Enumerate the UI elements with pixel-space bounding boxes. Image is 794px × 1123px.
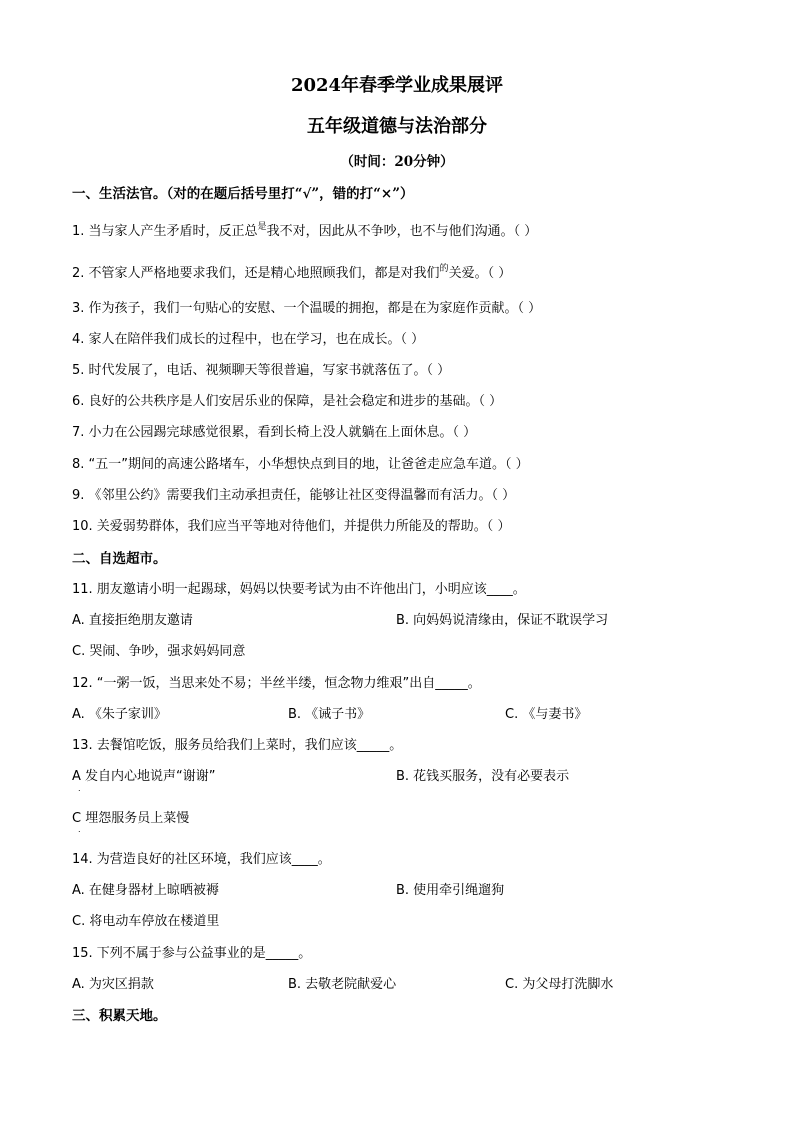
exam-subtitle: 五年级道德与法治部分 bbox=[307, 116, 487, 137]
question-12-option-c: C. 《与妻书》 bbox=[505, 707, 588, 722]
question-8: 8. “五一”期间的高速公路堵车，小华想快点到目的地，让爸爸走应急车道。（ ） bbox=[72, 457, 529, 472]
question-3: 3. 作为孩子，我们一句贴心的安慰、一个温暖的拥抱，都是在为家庭作贡献。（ ） bbox=[72, 301, 542, 316]
question-1-text-a: 1. 当与家人产生矛盾时，反正总 bbox=[72, 224, 258, 239]
question-14-option-c: C. 将电动车停放在楼道里 bbox=[72, 914, 220, 929]
question-15: 15. 下列不属于参与公益事业的是_____。 bbox=[72, 946, 312, 961]
question-4: 4. 家人在陪伴我们成长的过程中，也在学习，也在成长。（ ） bbox=[72, 332, 425, 347]
question-2 bbox=[72, 262, 511, 281]
question-2-sup: 的 bbox=[439, 264, 449, 274]
stray-dot-mark: . bbox=[78, 825, 81, 834]
section-1-heading: 一、生活法官。（对的在题后括号里打“√”，错的打“×”） bbox=[72, 186, 414, 202]
question-11-option-a: A. 直接拒绝朋友邀请 bbox=[72, 613, 193, 628]
question-12-option-b: B. 《诫子书》 bbox=[288, 707, 371, 722]
question-9: 9. 《邻里公约》需要我们主动承担责任，能够让社区变得温馨而有活力。（ ） bbox=[72, 488, 516, 503]
question-11: 11. 朋友邀请小明一起踢球，妈妈以快要考试为由不许他出门，小明应该____。 bbox=[72, 582, 526, 597]
question-1-sup: 是 bbox=[257, 222, 267, 232]
question-13-option-b: B. 花钱买服务，没有必要表示 bbox=[396, 769, 570, 784]
question-2-text-b: 关爱。（ ） bbox=[448, 266, 512, 281]
question-5: 5. 时代发展了，电话、视频聊天等很普遍，写家书就落伍了。（ ） bbox=[72, 363, 451, 378]
question-13-option-c: C 埋怨服务员上菜慢 bbox=[72, 811, 190, 826]
stray-dot-mark: . bbox=[78, 784, 81, 793]
question-12: 12. “一粥一饭，当思来处不易；半丝半缕，恒念物力维艰”出自_____。 bbox=[72, 676, 481, 691]
question-2-text-a: 2. 不管家人严格地要求我们，还是精心地照顾我们，都是对我们 bbox=[72, 266, 440, 281]
section-3-heading: 三、积累天地。 bbox=[72, 1008, 167, 1024]
question-15-option-b: B. 去敬老院献爱心 bbox=[288, 977, 397, 992]
question-10: 10. 关爱弱势群体，我们应当平等地对待他们，并提供力所能及的帮助。（ ） bbox=[72, 519, 511, 534]
question-1-text-b: 我不对，因此从不争吵，也不与他们沟通。（ ） bbox=[266, 224, 538, 239]
question-15-option-a: A. 为灾区捐款 bbox=[72, 977, 154, 992]
question-11-option-c: C. 哭闹、争吵，强求妈妈同意 bbox=[72, 644, 246, 659]
exam-title: 2024年春季学业成果展评 bbox=[290, 75, 504, 96]
question-14-option-b: B. 使用牵引绳遛狗 bbox=[396, 883, 505, 898]
question-7: 7. 小力在公园踢完球感觉很累，看到长椅上没人就躺在上面休息。（ ） bbox=[72, 425, 477, 440]
section-2-heading: 二、自选超市。 bbox=[72, 551, 167, 567]
question-12-option-a: A. 《朱子家训》 bbox=[72, 707, 167, 722]
question-14-option-a: A. 在健身器材上晾晒被褥 bbox=[72, 883, 219, 898]
question-11-option-b: B. 向妈妈说清缘由，保证不耽误学习 bbox=[396, 613, 609, 628]
question-15-option-c: C. 为父母打洗脚水 bbox=[505, 977, 614, 992]
exam-time: （时间：20分钟） bbox=[340, 154, 454, 170]
question-6: 6. 良好的公共秩序是人们安居乐业的保障，是社会稳定和进步的基础。（ ） bbox=[72, 394, 503, 409]
question-13-option-a: A 发自内心地说声“谢谢” bbox=[72, 769, 216, 784]
question-1 bbox=[72, 220, 537, 239]
question-13: 13. 去餐馆吃饭，服务员给我们上菜时，我们应该_____。 bbox=[72, 738, 403, 753]
question-14: 14. 为营造良好的社区环境，我们应该____。 bbox=[72, 852, 331, 867]
